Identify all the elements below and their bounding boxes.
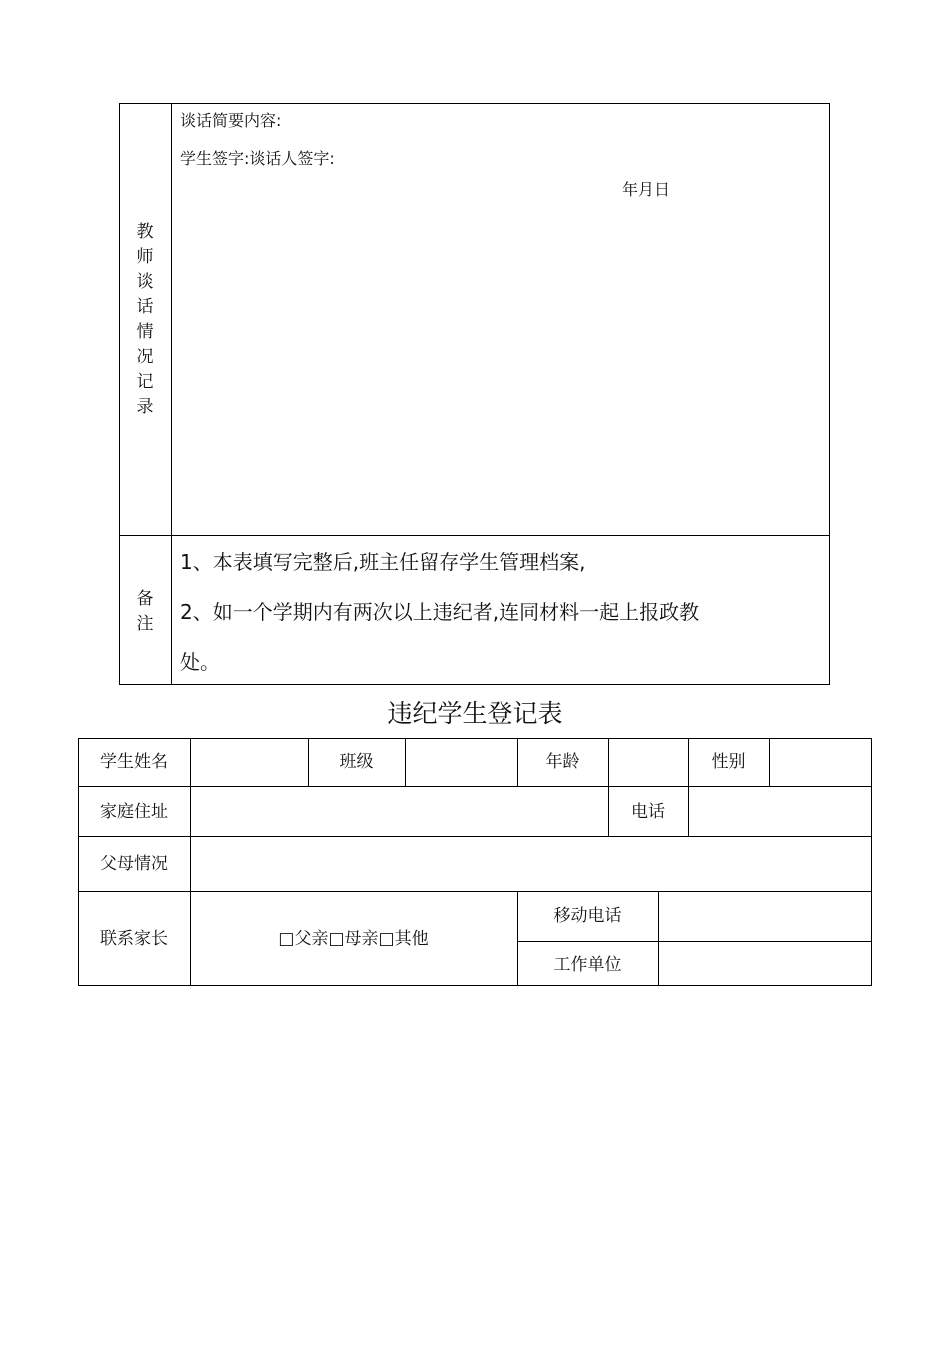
label-char: 备	[136, 589, 154, 609]
home-address-field[interactable]	[191, 787, 608, 836]
work-unit-field[interactable]	[659, 942, 871, 985]
label-char: 注	[136, 614, 154, 634]
contact-parent-options[interactable]: □父亲□母亲□其他	[278, 929, 429, 949]
contact-parent-label: 联系家长	[100, 929, 168, 949]
label-char: 况	[136, 347, 154, 367]
gender-field[interactable]	[770, 739, 871, 786]
label-char: 谈	[136, 272, 154, 292]
talk-content-label: 谈话简要内容:	[180, 111, 282, 130]
age-label: 年龄	[545, 752, 580, 772]
signature-line: 学生签字:谈话人签字:	[180, 149, 335, 168]
label-char: 录	[136, 397, 154, 417]
note-line-2: 2、如一个学期内有两次以上违纪者,连同材料一起上报政教	[180, 600, 700, 624]
parents-info-label: 父母情况	[100, 854, 168, 874]
age-field[interactable]	[609, 739, 688, 786]
label-char: 记	[136, 372, 154, 392]
form-title: 违纪学生登记表	[387, 699, 563, 728]
mobile-phone-field[interactable]	[659, 892, 871, 941]
table-border	[871, 738, 872, 986]
student-name-label: 学生姓名	[100, 752, 168, 772]
table-border	[78, 985, 872, 986]
note-line-3: 处。	[180, 650, 220, 674]
notes-row-label	[119, 587, 171, 637]
talk-record-row-label	[119, 220, 171, 420]
talk-record-table	[119, 103, 830, 685]
label-char: 话	[136, 297, 154, 317]
table-divider	[171, 103, 172, 685]
class-label: 班级	[339, 752, 374, 772]
date-line: 年月日	[622, 180, 671, 199]
note-line-1: 1、本表填写完整后,班主任留存学生管理档案,	[180, 550, 586, 574]
class-field[interactable]	[406, 739, 517, 786]
phone-label: 电话	[631, 802, 665, 822]
parents-info-field[interactable]	[191, 837, 871, 891]
phone-field[interactable]	[689, 787, 871, 836]
label-char: 师	[136, 247, 154, 267]
work-unit-label: 工作单位	[553, 955, 622, 975]
label-char: 情	[136, 322, 154, 342]
table-divider	[119, 535, 830, 536]
mobile-phone-label: 移动电话	[553, 906, 622, 926]
gender-label: 性别	[711, 752, 746, 772]
student-name-field[interactable]	[191, 739, 308, 786]
home-address-label: 家庭住址	[100, 802, 168, 822]
label-char: 教	[136, 222, 154, 242]
